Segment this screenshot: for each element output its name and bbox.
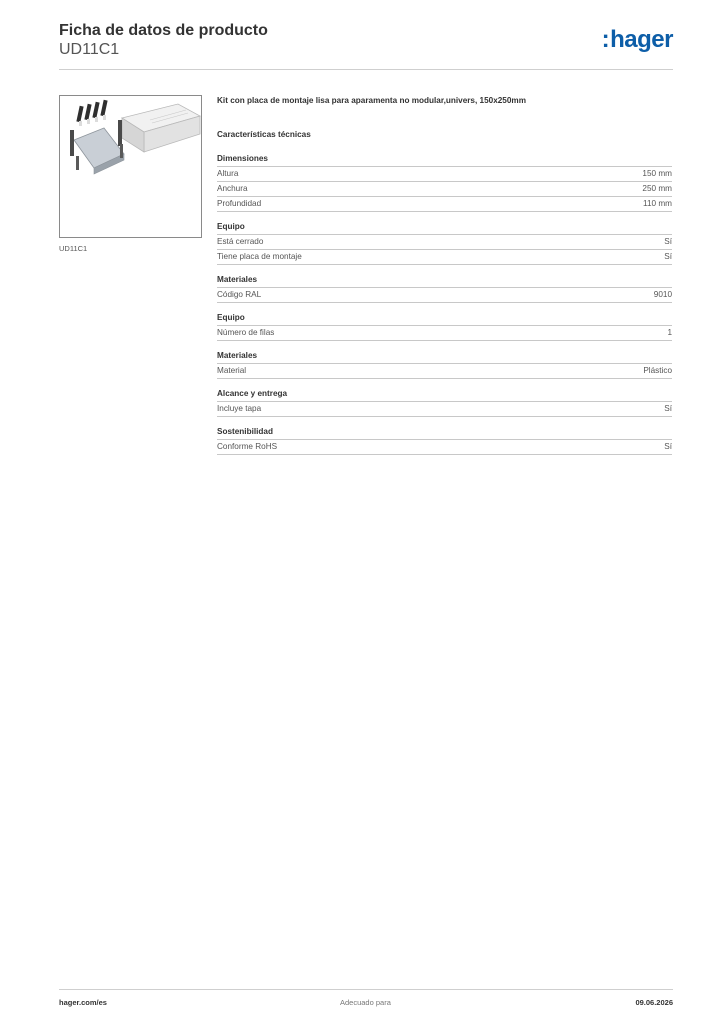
spec-value: Plástico	[643, 366, 672, 375]
product-photo-icon	[60, 96, 201, 237]
spec-label: Material	[217, 366, 247, 375]
product-image	[59, 95, 202, 238]
spec-label: Profundidad	[217, 199, 262, 208]
logo-text: hager	[610, 26, 673, 53]
product-description: Kit con placa de montaje lisa para aparamenta no modular,univers, 150x250mm	[217, 96, 526, 105]
section-title: Equipo	[217, 313, 672, 326]
spec-label: Incluye tapa	[217, 404, 262, 413]
spec-row	[217, 167, 672, 182]
spec-value: 1	[667, 328, 672, 337]
section-alcance	[217, 389, 672, 417]
section-equipo-2	[217, 313, 672, 341]
spec-row	[217, 440, 672, 455]
section-title: Alcance y entrega	[217, 389, 672, 402]
spec-value: Sí	[664, 442, 672, 451]
spec-row	[217, 288, 672, 303]
spec-row	[217, 182, 672, 197]
section-title: Equipo	[217, 222, 672, 235]
page-header	[59, 20, 673, 70]
spec-label: Conforme RoHS	[217, 442, 278, 451]
footer-center-text: Adecuado para	[340, 998, 391, 1007]
section-dimensiones	[217, 154, 672, 212]
spec-row	[217, 235, 672, 250]
spec-label: Anchura	[217, 184, 248, 193]
hager-logo[interactable]	[602, 26, 673, 54]
section-materiales	[217, 275, 672, 303]
technical-heading: Características técnicas	[217, 130, 311, 139]
spec-value: Sí	[664, 237, 672, 246]
spec-label: Altura	[217, 169, 239, 178]
section-title: Materiales	[217, 275, 672, 288]
logo-prefix: :	[601, 26, 610, 53]
spec-value: 250 mm	[642, 184, 672, 193]
section-equipo	[217, 222, 672, 265]
spec-value: 9010	[653, 290, 672, 299]
spec-label: Tiene placa de montaje	[217, 252, 302, 261]
spec-row	[217, 402, 672, 417]
spec-label: Código RAL	[217, 290, 262, 299]
page-footer	[59, 989, 673, 1007]
page-title: Ficha de datos de producto	[59, 22, 268, 39]
section-title: Dimensiones	[217, 154, 672, 167]
section-sostenibilidad	[217, 427, 672, 455]
spec-label: Número de filas	[217, 328, 275, 337]
section-materiales-2	[217, 351, 672, 379]
product-code: UD11C1	[59, 41, 120, 58]
spec-row	[217, 326, 672, 341]
spec-content	[217, 96, 672, 465]
image-caption: UD11C1	[59, 244, 88, 253]
spec-value: 110 mm	[643, 199, 672, 208]
section-title: Materiales	[217, 351, 672, 364]
section-title: Sostenibilidad	[217, 427, 672, 440]
footer-website-link[interactable]: hager.com/es	[59, 998, 107, 1007]
spec-row	[217, 364, 672, 379]
spec-value: 150 mm	[642, 169, 672, 178]
spec-label: Está cerrado	[217, 237, 264, 246]
spec-value: Sí	[664, 252, 672, 261]
spec-value: Sí	[664, 404, 672, 413]
spec-row	[217, 197, 672, 212]
footer-date: 09.06.2026	[635, 998, 673, 1007]
spec-row	[217, 250, 672, 265]
